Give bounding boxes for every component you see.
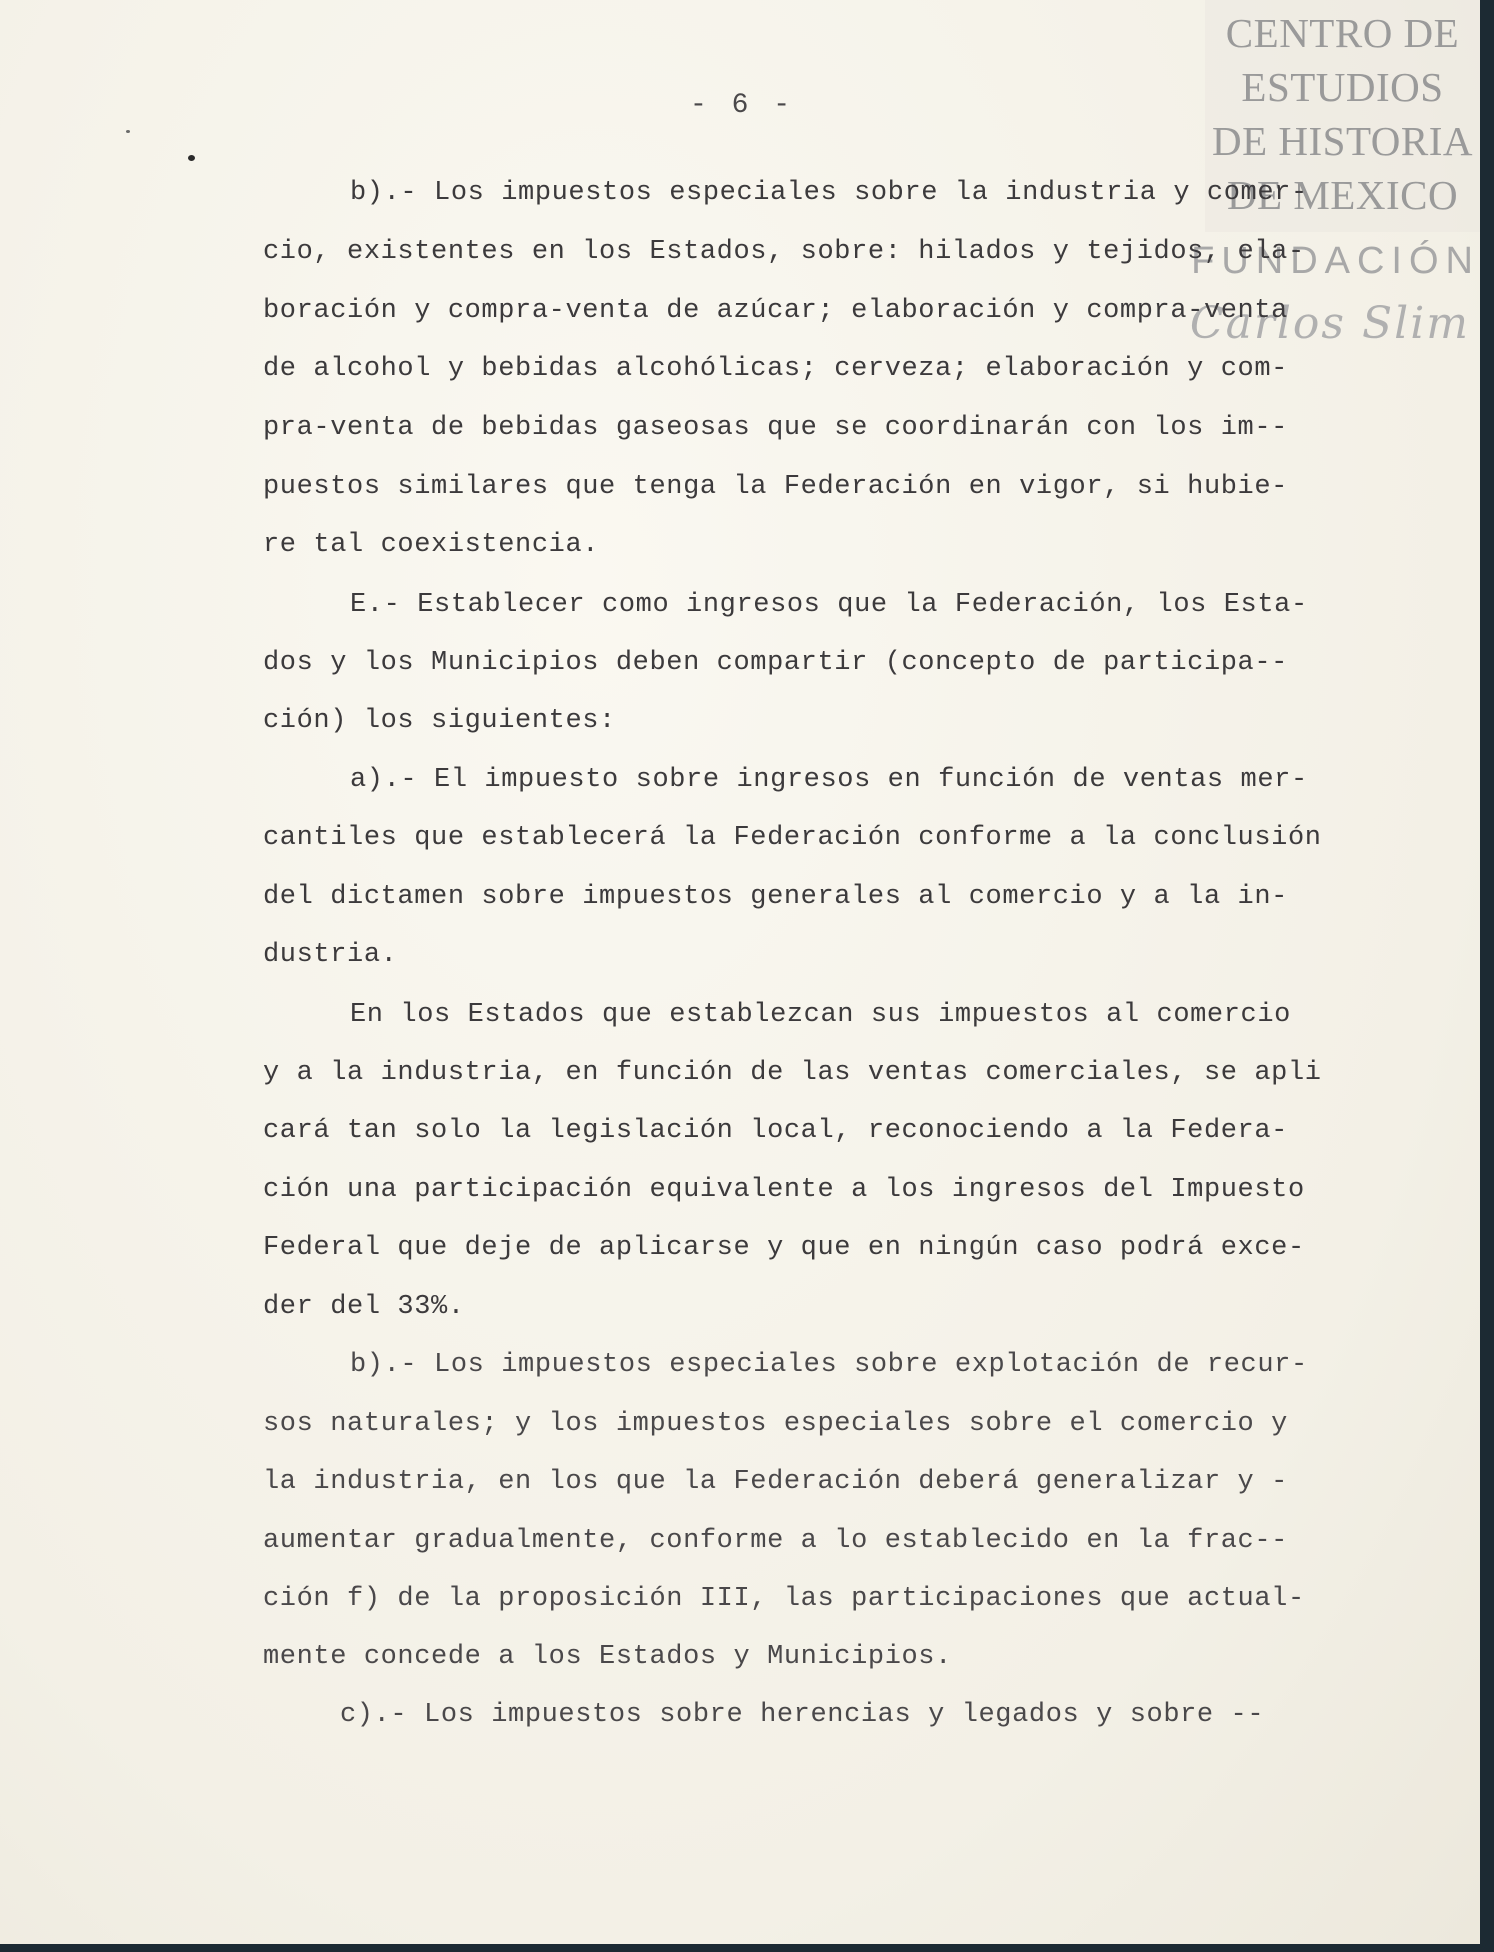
text-line: cará tan solo la legislación local, reconociendo a la Federa-: [263, 1116, 1288, 1146]
page-number: - 6 -: [690, 90, 795, 121]
text-line: cantiles que establecerá la Federación conforme a la conclusión: [263, 823, 1322, 853]
text-line: re tal coexistencia.: [263, 530, 600, 560]
ink-speck: [126, 130, 130, 133]
text-line: b).- Los impuestos especiales sobre la industria y comer-: [350, 178, 1308, 208]
text-line: ción) los siguientes:: [263, 706, 616, 736]
watermark-foundation: FUNDACIÓN: [1191, 240, 1480, 282]
text-line: y a la industria, en función de las ventas comerciales, se apli: [263, 1058, 1322, 1088]
watermark-line: DE MEXICO: [1226, 172, 1459, 218]
text-line: la industria, en los que la Federación deberá generalizar y -: [263, 1467, 1288, 1497]
text-line: E.- Establecer como ingresos que la Federación, los Esta-: [350, 590, 1308, 620]
text-line: Federal que deje de aplicarse y que en ningún caso podrá exce-: [263, 1233, 1305, 1263]
text-line: a).- El impuesto sobre ingresos en función de ventas mer-: [350, 765, 1308, 795]
watermark-signature: Carlos Slim: [1189, 298, 1470, 349]
text-line: cio, existentes en los Estados, sobre: hilados y tejidos, ela-: [263, 237, 1305, 267]
text-line: pra-venta de bebidas gaseosas que se coordinarán con los im--: [263, 413, 1288, 443]
text-line: ción f) de la proposición III, las participaciones que actual-: [263, 1584, 1305, 1614]
text-line: ción una participación equivalente a los ingresos del Impuesto: [263, 1175, 1305, 1205]
text-line: mente concede a los Estados y Municipios.: [263, 1642, 952, 1672]
text-line: c).- Los impuestos sobre herencias y legados y sobre --: [340, 1700, 1265, 1730]
text-line: En los Estados que establezcan sus impuestos al comercio: [350, 1000, 1291, 1030]
text-line: de alcohol y bebidas alcohólicas; cerveza; elaboración y com-: [263, 354, 1288, 384]
text-line: boración y compra-venta de azúcar; elaboración y compra-venta: [263, 296, 1288, 326]
text-line: dustria.: [263, 940, 398, 970]
text-line: puestos similares que tenga la Federación en vigor, si hubie-: [263, 472, 1288, 502]
text-line: dos y los Municipios deben compartir (concepto de participa--: [263, 648, 1288, 678]
watermark-line: DE HISTORIA: [1212, 118, 1473, 164]
text-line: aumentar gradualmente, conforme a lo establecido en la frac--: [263, 1526, 1288, 1556]
text-line: b).- Los impuestos especiales sobre explotación de recur-: [350, 1350, 1308, 1380]
text-line: sos naturales; y los impuestos especiales sobre el comercio y: [263, 1409, 1288, 1439]
watermark-line: ESTUDIOS: [1241, 64, 1444, 110]
text-line: der del 33%.: [263, 1292, 465, 1322]
text-line: del dictamen sobre impuestos generales al comercio y a la in-: [263, 882, 1288, 912]
ink-speck: [188, 155, 195, 161]
watermark-line: CENTRO DE: [1225, 10, 1460, 56]
